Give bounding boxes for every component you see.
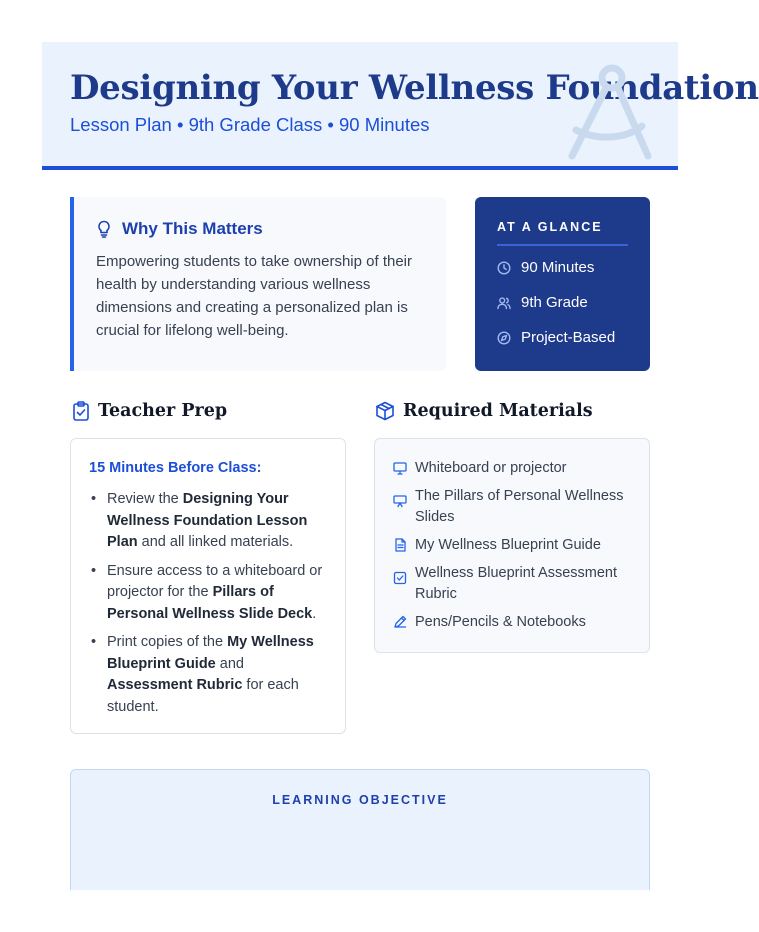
monitor-icon: [393, 461, 407, 475]
page-subtitle: Lesson Plan • 9th Grade Class • 90 Minutes: [70, 114, 430, 135]
list-item: The Pillars of Personal Wellness Slides: [393, 486, 639, 528]
required-materials-title: Required Materials: [403, 401, 593, 421]
list-item: Pens/Pencils & Notebooks: [393, 612, 639, 633]
box-icon: [375, 401, 395, 421]
list-item: • Review the Designing Your Wellness Foundation Lesson Plan and all linked materials.: [89, 489, 329, 554]
required-materials-card: [374, 438, 650, 653]
glance-item-format: [497, 329, 615, 346]
why-this-matters-title: Why This Matters: [122, 219, 263, 238]
glance-item-label: 9th Grade: [521, 294, 588, 311]
required-materials-heading: [375, 401, 593, 421]
users-icon: [497, 296, 511, 310]
list-item: • Print copies of the My Wellness Blueprint Guide and Assessment Rubric for each student.: [89, 632, 329, 718]
prep-timing-label: 15 Minutes Before Class:: [89, 460, 262, 476]
learning-objective-title: LEARNING OBJECTIVE: [272, 793, 448, 807]
list-item: • Ensure access to a whiteboard or projector for the Pillars of Personal Wellness Slide Deck.: [89, 561, 329, 626]
compass-icon: [497, 331, 511, 345]
learning-objective-card: [70, 769, 650, 909]
why-this-matters-card: [70, 197, 446, 371]
checkbox-icon: [393, 571, 407, 585]
document-icon: [393, 538, 407, 552]
list-item: Whiteboard or projector: [393, 458, 639, 479]
glance-item-grade: [497, 294, 588, 311]
at-a-glance-card: [475, 197, 650, 371]
list-item: My Wellness Blueprint Guide: [393, 535, 639, 556]
page-title: Designing Your Wellness Foundation: [70, 68, 759, 108]
lightbulb-icon: [96, 220, 112, 238]
glance-item-label: Project-Based: [521, 329, 616, 346]
glance-item-duration: [497, 259, 594, 276]
clock-icon: [497, 261, 511, 275]
clipboard-check-icon: [72, 401, 90, 421]
presentation-icon: [393, 494, 407, 508]
at-a-glance-title: AT A GLANCE: [497, 220, 628, 246]
header-banner: [42, 42, 759, 170]
teacher-prep-title: Teacher Prep: [98, 401, 228, 421]
why-this-matters-text: Empowering students to take ownership of their health by understanding various wellness dimensions and creating a personalized plan is crucial for lifelong well-being.: [96, 253, 413, 339]
teacher-prep-heading: [72, 401, 227, 421]
prep-list: [89, 489, 329, 725]
teacher-prep-card: [70, 438, 346, 734]
glance-item-label: 90 Minutes: [521, 259, 595, 276]
list-item: Wellness Blueprint Assessment Rubric: [393, 563, 639, 605]
pencil-icon: [393, 615, 407, 629]
page-bottom-mask: [0, 890, 720, 932]
compass-icon: [550, 60, 660, 170]
